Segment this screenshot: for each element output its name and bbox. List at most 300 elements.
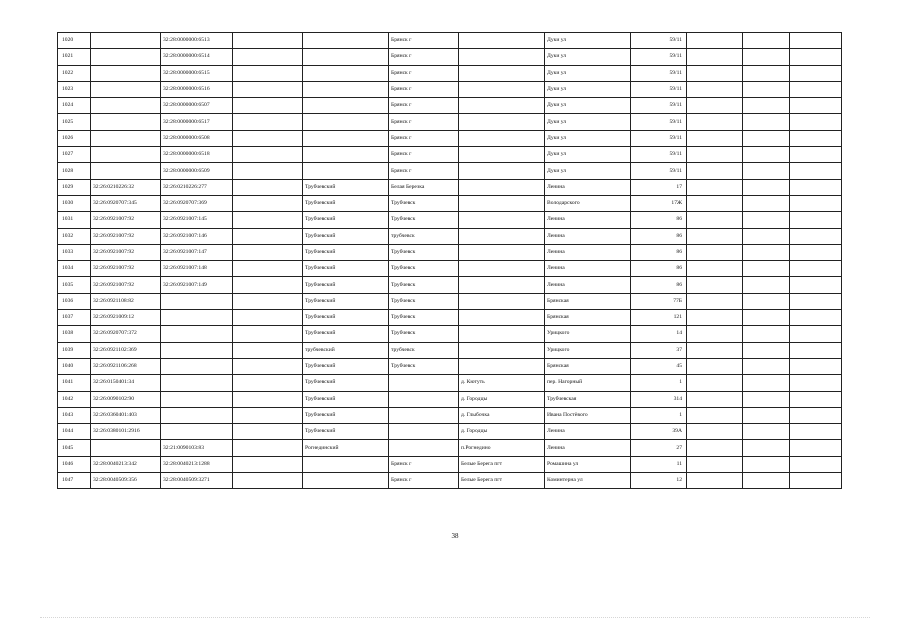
table-row <box>58 407 842 423</box>
cell-cad1 <box>91 147 161 163</box>
cell-blank1 <box>233 98 303 114</box>
cell-blank4 <box>790 342 842 358</box>
cell-house: 59/11 <box>631 98 687 114</box>
cell-house: 59/11 <box>631 81 687 97</box>
cell-settlement <box>459 33 545 49</box>
cell-cad1: 32:26:0360401:403 <box>91 407 161 423</box>
cell-blank2 <box>687 114 743 130</box>
table-row <box>58 49 842 65</box>
cell-no: 1033 <box>58 244 91 260</box>
cell-blank3 <box>743 228 790 244</box>
cell-city: Брянск г <box>389 33 459 49</box>
cell-blank4 <box>790 163 842 179</box>
cell-blank3 <box>743 33 790 49</box>
cell-no: 1039 <box>58 342 91 358</box>
cell-blank1 <box>233 49 303 65</box>
cell-house: 1 <box>631 407 687 423</box>
table-row <box>58 65 842 81</box>
cell-blank1 <box>233 244 303 260</box>
cell-blank4 <box>790 81 842 97</box>
cell-blank3 <box>743 163 790 179</box>
cell-no: 1045 <box>58 440 91 456</box>
cell-district: Трубчевский <box>303 407 389 423</box>
cell-blank2 <box>687 163 743 179</box>
cell-cad1: 32:26:0920707:345 <box>91 195 161 211</box>
table-row <box>58 391 842 407</box>
cell-blank3 <box>743 49 790 65</box>
cell-blank3 <box>743 130 790 146</box>
table-row <box>58 244 842 260</box>
cell-district: Трубчевский <box>303 277 389 293</box>
cell-cad2 <box>161 375 233 391</box>
cell-city: Трубчевск <box>389 277 459 293</box>
cell-no: 1042 <box>58 391 91 407</box>
cell-street: Дуки ул <box>545 147 631 163</box>
cell-blank3 <box>743 293 790 309</box>
cell-district <box>303 147 389 163</box>
cell-settlement <box>459 195 545 211</box>
cell-city: трубчевск <box>389 342 459 358</box>
cell-blank2 <box>687 456 743 472</box>
cell-settlement: п.Рогнедино <box>459 440 545 456</box>
cell-blank1 <box>233 163 303 179</box>
cell-house: 86 <box>631 277 687 293</box>
table-row <box>58 228 842 244</box>
cell-blank3 <box>743 261 790 277</box>
cell-cad1 <box>91 81 161 97</box>
cell-house: 17Ж <box>631 195 687 211</box>
cell-blank2 <box>687 277 743 293</box>
cell-blank1 <box>233 424 303 440</box>
cell-cad1 <box>91 65 161 81</box>
cell-district: Трубчевский <box>303 375 389 391</box>
cell-cad2: 32:28:0000000:6514 <box>161 49 233 65</box>
cell-settlement: Белые Берега пгт <box>459 456 545 472</box>
cell-house: 86 <box>631 228 687 244</box>
cell-blank2 <box>687 473 743 489</box>
cell-cad1: 32:26:0921009:12 <box>91 310 161 326</box>
cell-cad2 <box>161 391 233 407</box>
cell-no: 1024 <box>58 98 91 114</box>
cell-blank1 <box>233 310 303 326</box>
cell-cad1: 32:26:0090102:90 <box>91 391 161 407</box>
cell-blank1 <box>233 114 303 130</box>
cell-cad1 <box>91 98 161 114</box>
cell-blank2 <box>687 81 743 97</box>
cell-street: Урицкого <box>545 342 631 358</box>
cell-cad1: 32:26:0921007:92 <box>91 277 161 293</box>
cell-blank4 <box>790 33 842 49</box>
cell-city: Трубчевск <box>389 310 459 326</box>
cell-blank3 <box>743 326 790 342</box>
cell-cad2: 32:28:0040213:1288 <box>161 456 233 472</box>
cell-cad2 <box>161 326 233 342</box>
cell-blank4 <box>790 228 842 244</box>
cell-blank1 <box>233 33 303 49</box>
cell-blank2 <box>687 407 743 423</box>
cell-district: Трубчевский <box>303 179 389 195</box>
cell-street: Трубчевская <box>545 391 631 407</box>
cell-street: Брянская <box>545 310 631 326</box>
cell-settlement <box>459 310 545 326</box>
cell-district: Трубчевский <box>303 212 389 228</box>
cell-blank2 <box>687 98 743 114</box>
cell-house: 314 <box>631 391 687 407</box>
cell-no: 1023 <box>58 81 91 97</box>
cell-blank1 <box>233 456 303 472</box>
cell-blank4 <box>790 358 842 374</box>
cell-blank4 <box>790 130 842 146</box>
cell-blank3 <box>743 456 790 472</box>
cell-no: 1031 <box>58 212 91 228</box>
cell-blank3 <box>743 375 790 391</box>
cell-city: Трубчевск <box>389 212 459 228</box>
cell-blank1 <box>233 375 303 391</box>
cell-blank4 <box>790 473 842 489</box>
cell-blank2 <box>687 375 743 391</box>
cell-blank4 <box>790 212 842 228</box>
cell-cad1: 32:26:0921102:369 <box>91 342 161 358</box>
cell-no: 1034 <box>58 261 91 277</box>
cell-blank1 <box>233 277 303 293</box>
cell-blank4 <box>790 440 842 456</box>
cell-house: 1 <box>631 375 687 391</box>
table-row <box>58 375 842 391</box>
cell-blank3 <box>743 407 790 423</box>
cell-blank1 <box>233 473 303 489</box>
table-row <box>58 81 842 97</box>
cell-house: 59/11 <box>631 49 687 65</box>
cell-blank2 <box>687 326 743 342</box>
cell-house: 59/11 <box>631 147 687 163</box>
cell-street: Ленина <box>545 440 631 456</box>
cell-no: 1046 <box>58 456 91 472</box>
cell-blank4 <box>790 147 842 163</box>
cell-no: 1043 <box>58 407 91 423</box>
cell-city: Брянск г <box>389 147 459 163</box>
cell-no: 1026 <box>58 130 91 146</box>
cell-district <box>303 65 389 81</box>
cell-city: Брянск г <box>389 456 459 472</box>
cell-house: 77Б <box>631 293 687 309</box>
cell-cad2: 32:26:0921007:148 <box>161 261 233 277</box>
cell-city: Трубчевск <box>389 326 459 342</box>
cell-settlement <box>459 293 545 309</box>
cell-settlement <box>459 81 545 97</box>
cell-blank2 <box>687 65 743 81</box>
cell-cad1: 32:26:0921007:92 <box>91 261 161 277</box>
table-row <box>58 277 842 293</box>
cell-settlement <box>459 98 545 114</box>
cell-settlement <box>459 228 545 244</box>
cell-blank3 <box>743 147 790 163</box>
table-row <box>58 293 842 309</box>
table-row <box>58 358 842 374</box>
cell-settlement <box>459 326 545 342</box>
cell-settlement: д. Городцы <box>459 424 545 440</box>
cell-district: трубчевский <box>303 342 389 358</box>
cell-district <box>303 81 389 97</box>
cell-cad2: 32:26:0210226:277 <box>161 179 233 195</box>
table-row <box>58 326 842 342</box>
cell-city: Брянск г <box>389 49 459 65</box>
cell-blank3 <box>743 473 790 489</box>
cell-blank3 <box>743 98 790 114</box>
cell-settlement <box>459 147 545 163</box>
cell-blank2 <box>687 440 743 456</box>
cell-district: Трубчевский <box>303 244 389 260</box>
cell-street: Ленина <box>545 212 631 228</box>
cell-blank2 <box>687 293 743 309</box>
cell-blank3 <box>743 195 790 211</box>
cell-district <box>303 114 389 130</box>
cell-district: Трубчевский <box>303 391 389 407</box>
cell-street: Ленина <box>545 277 631 293</box>
cell-blank2 <box>687 228 743 244</box>
cell-district <box>303 130 389 146</box>
cell-blank3 <box>743 114 790 130</box>
cell-street: Дуки ул <box>545 130 631 146</box>
cell-city <box>389 440 459 456</box>
cell-blank1 <box>233 81 303 97</box>
table-row <box>58 33 842 49</box>
cell-blank1 <box>233 261 303 277</box>
cell-blank4 <box>790 293 842 309</box>
cell-district: Трубчевский <box>303 358 389 374</box>
cell-cad1: 32:26:0921007:92 <box>91 228 161 244</box>
cell-blank4 <box>790 49 842 65</box>
table-row <box>58 310 842 326</box>
cell-cad2 <box>161 310 233 326</box>
cell-city: Брянск г <box>389 98 459 114</box>
cell-district <box>303 98 389 114</box>
cell-cad2: 32:28:0000000:6515 <box>161 65 233 81</box>
cell-blank2 <box>687 195 743 211</box>
cell-cad2: 32:26:0921007:145 <box>161 212 233 228</box>
cell-blank4 <box>790 114 842 130</box>
cell-cad2 <box>161 358 233 374</box>
cell-blank1 <box>233 293 303 309</box>
cell-cad2 <box>161 407 233 423</box>
cell-city: Брянск г <box>389 114 459 130</box>
table-row <box>58 456 842 472</box>
cell-blank4 <box>790 375 842 391</box>
cell-house: 59/11 <box>631 163 687 179</box>
cell-cad1: 32:26:0921106:268 <box>91 358 161 374</box>
cell-house: 37 <box>631 342 687 358</box>
cell-cad2: 32:26:0921007:149 <box>161 277 233 293</box>
cell-blank2 <box>687 358 743 374</box>
cell-blank2 <box>687 179 743 195</box>
cell-city: Брянск г <box>389 163 459 179</box>
cell-blank4 <box>790 98 842 114</box>
cell-district: Трубчевский <box>303 293 389 309</box>
cell-street: Дуки ул <box>545 33 631 49</box>
cell-cad2: 32:26:0920707:369 <box>161 195 233 211</box>
cell-cad1 <box>91 114 161 130</box>
table-row <box>58 98 842 114</box>
cell-cad1: 32:26:0150401:34 <box>91 375 161 391</box>
cell-settlement <box>459 261 545 277</box>
cell-district: Трубчевский <box>303 195 389 211</box>
table-row <box>58 212 842 228</box>
cell-cad1: 32:26:0920707:372 <box>91 326 161 342</box>
cell-blank3 <box>743 244 790 260</box>
scan-artifact-divider <box>40 617 870 622</box>
registry-table <box>57 32 842 489</box>
cell-blank4 <box>790 326 842 342</box>
cell-cad2: 32:28:0000000:6517 <box>161 114 233 130</box>
cell-blank4 <box>790 195 842 211</box>
cell-blank3 <box>743 342 790 358</box>
cell-settlement <box>459 163 545 179</box>
cell-no: 1041 <box>58 375 91 391</box>
cell-city: Брянск г <box>389 81 459 97</box>
cell-house: 121 <box>631 310 687 326</box>
cell-blank2 <box>687 49 743 65</box>
cell-city: трубчевск <box>389 228 459 244</box>
cell-blank4 <box>790 179 842 195</box>
cell-settlement <box>459 212 545 228</box>
cell-city: Трубчевск <box>389 261 459 277</box>
cell-street: Брянская <box>545 358 631 374</box>
cell-street: Коминтерна ул <box>545 473 631 489</box>
cell-blank2 <box>687 310 743 326</box>
cell-blank2 <box>687 130 743 146</box>
cell-settlement <box>459 358 545 374</box>
cell-house: 86 <box>631 212 687 228</box>
table-row <box>58 342 842 358</box>
page-number: 38 <box>451 532 459 540</box>
cell-cad1: 32:26:0921007:92 <box>91 244 161 260</box>
cell-blank3 <box>743 358 790 374</box>
cell-street: Урицкого <box>545 326 631 342</box>
cell-street: пер. Нагорный <box>545 375 631 391</box>
cell-street: Дуки ул <box>545 163 631 179</box>
cell-blank1 <box>233 391 303 407</box>
cell-house: 59/11 <box>631 65 687 81</box>
cell-settlement: д. Глыбочка <box>459 407 545 423</box>
cell-blank1 <box>233 342 303 358</box>
cell-cad2 <box>161 342 233 358</box>
cell-street: Дуки ул <box>545 114 631 130</box>
table-row <box>58 130 842 146</box>
table-row <box>58 440 842 456</box>
cell-settlement <box>459 179 545 195</box>
table-row <box>58 195 842 211</box>
cell-city <box>389 375 459 391</box>
cell-no: 1037 <box>58 310 91 326</box>
cell-blank2 <box>687 33 743 49</box>
cell-district: Рогнединский <box>303 440 389 456</box>
cell-no: 1027 <box>58 147 91 163</box>
cell-blank2 <box>687 261 743 277</box>
cell-blank3 <box>743 391 790 407</box>
cell-cad2: 32:26:0921007:147 <box>161 244 233 260</box>
cell-blank4 <box>790 277 842 293</box>
cell-blank1 <box>233 358 303 374</box>
cell-district <box>303 473 389 489</box>
cell-house: 59/11 <box>631 33 687 49</box>
cell-blank1 <box>233 440 303 456</box>
cell-city <box>389 391 459 407</box>
table-row <box>58 261 842 277</box>
cell-district <box>303 33 389 49</box>
cell-city <box>389 407 459 423</box>
cell-cad2 <box>161 424 233 440</box>
cell-no: 1020 <box>58 33 91 49</box>
cell-cad1: 32:28:0040213:342 <box>91 456 161 472</box>
cell-street: Дуки ул <box>545 98 631 114</box>
table-row <box>58 114 842 130</box>
cell-street: Ленина <box>545 244 631 260</box>
cell-settlement <box>459 277 545 293</box>
cell-cad1: 32:26:0380101:2916 <box>91 424 161 440</box>
cell-house: 86 <box>631 244 687 260</box>
cell-cad2: 32:28:0000000:6507 <box>161 98 233 114</box>
cell-blank1 <box>233 326 303 342</box>
cell-settlement <box>459 130 545 146</box>
cell-no: 1032 <box>58 228 91 244</box>
registry-table-body <box>58 33 842 489</box>
cell-blank4 <box>790 310 842 326</box>
cell-blank3 <box>743 212 790 228</box>
cell-district <box>303 49 389 65</box>
cell-cad1: 32:26:0210226:32 <box>91 179 161 195</box>
cell-settlement <box>459 244 545 260</box>
cell-district: Трубчевский <box>303 228 389 244</box>
cell-settlement: Белые Берега пгт <box>459 473 545 489</box>
cell-blank4 <box>790 391 842 407</box>
cell-blank2 <box>687 342 743 358</box>
cell-city: Брянск г <box>389 130 459 146</box>
cell-street: Ленина <box>545 261 631 277</box>
cell-settlement <box>459 342 545 358</box>
cell-settlement: д. Кютуть <box>459 375 545 391</box>
cell-district: Трубчевский <box>303 424 389 440</box>
cell-blank1 <box>233 228 303 244</box>
cell-blank1 <box>233 147 303 163</box>
cell-street: Брянская <box>545 293 631 309</box>
cell-cad1 <box>91 163 161 179</box>
cell-street: Дуки ул <box>545 81 631 97</box>
cell-house: 45 <box>631 358 687 374</box>
table-row <box>58 163 842 179</box>
table-row <box>58 424 842 440</box>
cell-blank3 <box>743 81 790 97</box>
cell-city: Трубчевск <box>389 293 459 309</box>
cell-blank1 <box>233 195 303 211</box>
cell-cad2: 32:28:0000000:6513 <box>161 33 233 49</box>
cell-blank4 <box>790 261 842 277</box>
cell-no: 1029 <box>58 179 91 195</box>
cell-district: Трубчевский <box>303 310 389 326</box>
cell-settlement <box>459 49 545 65</box>
cell-cad2: 32:28:0000000:6508 <box>161 130 233 146</box>
cell-cad1 <box>91 49 161 65</box>
cell-city: Трубчевск <box>389 195 459 211</box>
cell-blank3 <box>743 277 790 293</box>
cell-house: 86 <box>631 261 687 277</box>
cell-no: 1044 <box>58 424 91 440</box>
cell-blank4 <box>790 424 842 440</box>
cell-blank2 <box>687 391 743 407</box>
cell-cad1: 32:26:0921108:82 <box>91 293 161 309</box>
cell-house: 12 <box>631 473 687 489</box>
cell-street: Ленина <box>545 179 631 195</box>
cell-no: 1047 <box>58 473 91 489</box>
cell-district <box>303 163 389 179</box>
